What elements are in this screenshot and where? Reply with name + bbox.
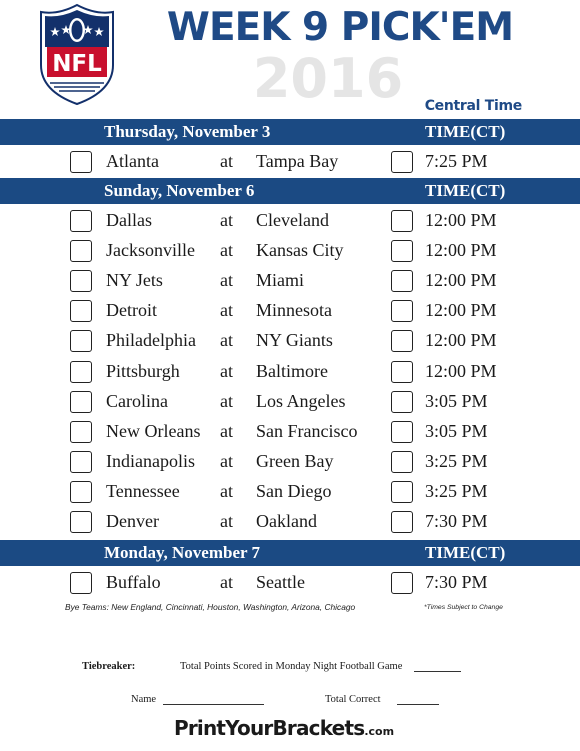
away-pick-checkbox[interactable] <box>70 572 92 594</box>
away-team: Detroit <box>106 300 157 321</box>
game-time: 3:25 PM <box>425 480 488 501</box>
at-label: at <box>220 572 233 592</box>
away-team: Jacksonville <box>106 240 195 261</box>
at-label: at <box>220 270 233 291</box>
game-time: 12:00 PM <box>425 330 497 351</box>
home-pick-checkbox[interactable] <box>391 240 413 262</box>
tiebreaker-label: Tiebreaker: <box>82 661 136 672</box>
home-team: Green Bay <box>256 450 334 471</box>
away-pick-checkbox[interactable] <box>70 511 92 533</box>
page-title: WEEK 9 PICK'EM <box>166 5 514 50</box>
away-pick-checkbox[interactable] <box>70 421 92 443</box>
home-team: Cleveland <box>256 210 329 230</box>
game-row <box>0 477 580 507</box>
at-label: at <box>220 330 233 351</box>
at-label: at <box>220 210 233 230</box>
game-time: 7:30 PM <box>425 572 488 592</box>
home-pick-checkbox[interactable] <box>391 391 413 413</box>
section-header <box>0 119 580 145</box>
home-team: Seattle <box>256 572 305 592</box>
away-pick-checkbox[interactable] <box>70 210 92 232</box>
home-team: Los Angeles <box>256 390 346 411</box>
away-team: New Orleans <box>106 420 201 441</box>
game-row <box>0 507 580 537</box>
timezone-label: Central Time <box>424 98 522 114</box>
home-pick-checkbox[interactable] <box>391 572 413 594</box>
at-label: at <box>220 240 233 261</box>
home-team: Oakland <box>256 511 317 531</box>
section-header <box>0 540 580 566</box>
game-row <box>0 147 580 177</box>
nfl-logo <box>38 3 116 105</box>
at-label: at <box>220 390 233 411</box>
section-time-header: TIME(CT) <box>425 181 506 200</box>
home-team: San Diego <box>256 480 332 501</box>
brand-main: PrintYourBrackets <box>174 716 365 740</box>
game-time: 12:00 PM <box>425 270 497 291</box>
home-pick-checkbox[interactable] <box>391 481 413 503</box>
game-row <box>0 568 580 598</box>
away-team: NY Jets <box>106 270 163 291</box>
bye-teams: Bye Teams: New England, Cincinnati, Houston, Washington, Arizona, Chicago <box>65 602 356 612</box>
home-pick-checkbox[interactable] <box>391 330 413 352</box>
game-time: 3:05 PM <box>425 420 488 441</box>
game-row <box>0 447 580 477</box>
game-row <box>0 236 580 266</box>
away-pick-checkbox[interactable] <box>70 391 92 413</box>
game-time: 12:00 PM <box>425 300 497 321</box>
away-team: Dallas <box>106 210 152 230</box>
game-time: 3:25 PM <box>425 450 488 471</box>
home-team: San Francisco <box>256 420 358 441</box>
game-time: 12:00 PM <box>425 360 497 381</box>
section-header <box>0 178 580 204</box>
section-time-header: TIME(CT) <box>425 543 506 562</box>
home-pick-checkbox[interactable] <box>391 151 413 173</box>
game-time: 3:05 PM <box>425 390 488 411</box>
tiebreaker-line[interactable] <box>414 671 461 672</box>
away-team: Indianapolis <box>106 450 195 471</box>
at-label: at <box>220 511 233 531</box>
name-line[interactable] <box>163 704 264 705</box>
game-row <box>0 266 580 296</box>
away-team: Buffalo <box>106 572 161 592</box>
at-label: at <box>220 300 233 321</box>
at-label: at <box>220 450 233 471</box>
home-pick-checkbox[interactable] <box>391 451 413 473</box>
svg-text:NFL: NFL <box>52 51 102 77</box>
away-team: Philadelphia <box>106 330 196 351</box>
brand-logo <box>174 716 394 740</box>
times-note: *Times Subject to Change <box>424 604 503 611</box>
home-pick-checkbox[interactable] <box>391 210 413 232</box>
game-row <box>0 417 580 447</box>
section-day: Thursday, November 3 <box>104 122 271 141</box>
away-pick-checkbox[interactable] <box>70 451 92 473</box>
game-row <box>0 357 580 387</box>
away-pick-checkbox[interactable] <box>70 300 92 322</box>
away-team: Pittsburgh <box>106 360 180 381</box>
game-time: 12:00 PM <box>425 210 497 230</box>
home-team: Baltimore <box>256 360 328 381</box>
away-team: Atlanta <box>106 151 159 171</box>
section-time-header: TIME(CT) <box>425 122 506 141</box>
game-time: 12:00 PM <box>425 240 497 261</box>
away-pick-checkbox[interactable] <box>70 330 92 352</box>
at-label: at <box>220 360 233 381</box>
section-day: Sunday, November 6 <box>104 181 255 200</box>
game-row <box>0 326 580 356</box>
home-team: NY Giants <box>256 330 333 351</box>
at-label: at <box>220 480 233 501</box>
home-pick-checkbox[interactable] <box>391 421 413 443</box>
home-pick-checkbox[interactable] <box>391 511 413 533</box>
name-label: Name <box>131 694 157 705</box>
home-team: Kansas City <box>256 240 344 261</box>
away-pick-checkbox[interactable] <box>70 240 92 262</box>
home-team: Miami <box>256 270 304 291</box>
away-team: Denver <box>106 511 159 531</box>
tiebreaker-text: Total Points Scored in Monday Night Football Game <box>180 661 403 672</box>
brand-suffix: .com <box>364 725 395 738</box>
home-pick-checkbox[interactable] <box>391 361 413 383</box>
away-team: Tennessee <box>106 480 180 501</box>
section-day: Monday, November 7 <box>104 543 260 562</box>
home-pick-checkbox[interactable] <box>391 300 413 322</box>
away-team: Carolina <box>106 390 168 411</box>
home-pick-checkbox[interactable] <box>391 270 413 292</box>
game-time: 7:25 PM <box>425 151 488 171</box>
home-team: Minnesota <box>256 300 332 321</box>
at-label: at <box>220 151 233 171</box>
game-row <box>0 296 580 326</box>
at-label: at <box>220 420 233 441</box>
away-pick-checkbox[interactable] <box>70 151 92 173</box>
away-pick-checkbox[interactable] <box>70 361 92 383</box>
total-correct-line[interactable] <box>397 704 439 705</box>
total-correct-label: Total Correct <box>325 694 381 705</box>
home-team: Tampa Bay <box>256 151 339 171</box>
season-year: 2016 <box>252 47 404 110</box>
game-row <box>0 387 580 417</box>
away-pick-checkbox[interactable] <box>70 270 92 292</box>
game-row <box>0 206 580 236</box>
game-time: 7:30 PM <box>425 511 488 531</box>
away-pick-checkbox[interactable] <box>70 481 92 503</box>
